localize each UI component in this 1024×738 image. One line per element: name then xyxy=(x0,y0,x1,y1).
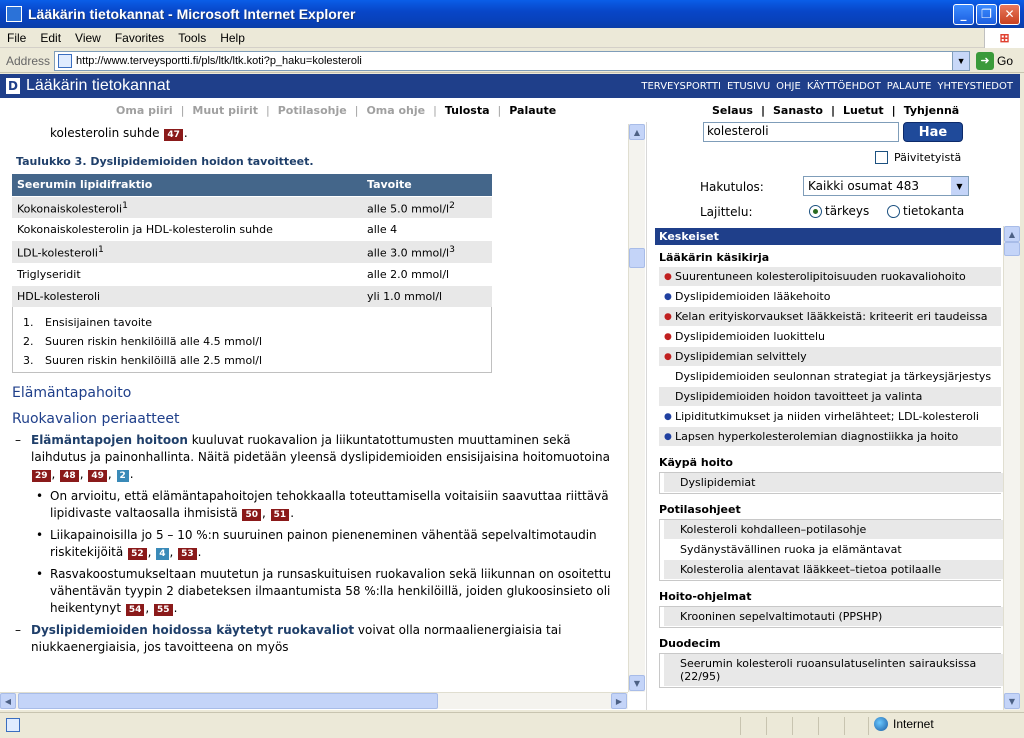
result-link[interactable]: Sydänystävällinen ruoka ja elämäntavat xyxy=(680,543,902,556)
lead-text: kolesterolin suhde xyxy=(50,126,160,140)
table-row xyxy=(12,219,492,241)
reference-badge[interactable]: 52 xyxy=(128,548,147,560)
scroll-thumb[interactable] xyxy=(629,248,645,268)
note-text: Ensisijainen tavoite xyxy=(45,316,152,330)
blue-bullet-icon: ● xyxy=(664,412,672,422)
subsection-title: Ruokavalion periaatteet xyxy=(12,411,180,428)
footnote-marker: 2 xyxy=(449,199,455,211)
result-link[interactable]: Kolesterolia alentavat lääkkeet–tietoa potilaalle xyxy=(680,563,942,576)
duodecim-logo: D xyxy=(6,78,20,94)
red-bullet-icon: ● xyxy=(664,332,672,342)
result-item[interactable] xyxy=(664,607,1006,627)
note-number: 2. xyxy=(23,335,34,349)
results-select-value: Kaikki osumat 483 xyxy=(808,179,920,193)
result-link[interactable]: Lipiditutkimukset ja niiden virhelähteet; LDL-kolesteroli xyxy=(675,410,979,423)
article-vertical-scrollbar[interactable] xyxy=(628,124,645,692)
reference-badge[interactable]: 51 xyxy=(271,509,290,521)
page-icon xyxy=(58,54,72,68)
paragraph xyxy=(12,622,622,656)
note-text: Suuren riskin henkilöillä alle 4.5 mmol/l xyxy=(45,335,263,349)
window-title-bar[interactable] xyxy=(0,0,1024,28)
cell-text: alle 2.0 mmol/l xyxy=(367,267,450,281)
toolbar-link[interactable]: Luetut xyxy=(843,103,884,117)
result-item[interactable] xyxy=(659,407,1001,427)
paragraph-text: kuuluvat ruokavalion ja liikuntatottumusten muuttaminen sekä laihdutus ja painonhallinta. Näitä pidetään yleensä dyslipidemioiden ensisijaisina hoitomuotoina xyxy=(31,433,610,465)
results-vertical-scrollbar[interactable] xyxy=(1003,226,1020,710)
cell-text: Kokonaiskolesteroli xyxy=(17,202,123,216)
scroll-up-button[interactable]: ▲ xyxy=(1004,226,1020,242)
result-link[interactable]: Krooninen sepelvaltimotauti (PPSHP) xyxy=(680,610,883,623)
window-title: Lääkärin tietokannat - Microsoft Internet Explorer xyxy=(28,6,356,22)
toolbar-link[interactable]: Oma piiri xyxy=(116,103,173,117)
result-link[interactable]: Dyslipidemian selvittely xyxy=(675,350,807,363)
result-link[interactable]: Dyslipidemioiden lääkehoito xyxy=(675,290,831,303)
result-item[interactable] xyxy=(664,520,1006,540)
radio-label: tietokanta xyxy=(903,204,965,218)
table-cell xyxy=(12,285,362,307)
toolbar-link[interactable]: Sanasto xyxy=(773,103,823,117)
radio-button[interactable] xyxy=(809,205,822,218)
reference-badge[interactable]: 53 xyxy=(178,548,197,560)
column-header: Seerumin lipidifraktio xyxy=(12,174,362,196)
windows-logo-icon: ⊞ xyxy=(984,28,1024,48)
search-button[interactable]: Hae xyxy=(903,122,963,142)
result-link[interactable]: Kelan erityiskorvaukset lääkkeistä: kriteerit eri taudeissa xyxy=(675,310,988,323)
toolbar-separator: | xyxy=(433,103,437,117)
table-cell xyxy=(12,219,362,241)
result-item[interactable] xyxy=(664,473,1006,493)
sub-toolbar xyxy=(0,98,1020,122)
keyword: Elämäntapojen hoitoon xyxy=(31,433,188,448)
result-group-title: Potilasohjeet xyxy=(659,503,741,516)
toolbar-link[interactable]: Potilasohje xyxy=(277,103,347,117)
red-bullet-icon: ● xyxy=(664,272,672,282)
toolbar-link[interactable]: Tulosta xyxy=(444,103,490,117)
result-group-title: Hoito-ohjelmat xyxy=(659,590,752,603)
cell-text: alle 4 xyxy=(367,223,398,237)
result-item[interactable] xyxy=(659,307,1001,327)
toolbar-link[interactable]: Muut piirit xyxy=(192,103,258,117)
reference-badge[interactable]: 49 xyxy=(88,470,107,482)
table-notes xyxy=(12,307,492,373)
result-item[interactable] xyxy=(659,347,1001,367)
cell-text: yli 1.0 mmol/l xyxy=(367,290,443,304)
nav-kayttoehdot[interactable]: KÄYTTÖEHDOT xyxy=(806,80,881,92)
result-link[interactable]: Dyslipidemiat xyxy=(680,476,756,489)
toolbar-link[interactable]: Palaute xyxy=(509,103,557,117)
minimize-button[interactable]: _ xyxy=(953,4,974,25)
reference-badge[interactable]: 54 xyxy=(126,604,145,616)
bullet-item: • Liikapainoisilla jo 5 – 10 %:n suuruinen painon pieneneminen vähentää sepelvaltimotaudin riskitekijöitä 52 , 4 , 53 . xyxy=(12,527,622,561)
address-url[interactable]: http://www.terveysportti.fi/pls/ltk/ltk.koti?p_haku=kolesteroli xyxy=(76,54,362,67)
radio-button[interactable] xyxy=(887,205,900,218)
security-zone xyxy=(874,717,934,731)
search-toolbar xyxy=(708,104,963,117)
article-frame xyxy=(0,122,646,710)
address-label: Address xyxy=(6,53,51,68)
result-group-title: Lääkärin käsikirja xyxy=(659,251,770,264)
menu-file[interactable]: File xyxy=(7,30,27,45)
table-caption: Taulukko 3. Dyslipidemioiden hoidon tavoitteet. xyxy=(16,155,314,168)
result-link[interactable]: Dyslipidemioiden seulonnan strategiat ja tärkeysjärjestys xyxy=(675,370,992,383)
goals-table xyxy=(12,174,492,307)
go-label: Go xyxy=(997,53,1014,68)
cell-text: Kokonaiskolesterolin ja HDL-kolesterolin suhde xyxy=(17,223,273,237)
toolbar-separator: | xyxy=(497,103,502,117)
toolbar-separator: | xyxy=(354,103,359,117)
maximize-button[interactable]: ❐ xyxy=(976,4,997,25)
cell-text: LDL-kolesteroli xyxy=(17,246,98,260)
result-link[interactable]: Seerumin kolesteroli ruoansulatuselinten sairauksissa (22/95) xyxy=(680,657,977,683)
table-row xyxy=(12,196,492,219)
table-header-row xyxy=(12,174,492,196)
red-bullet-icon: ● xyxy=(664,312,672,322)
menu-help[interactable]: Help xyxy=(220,30,245,45)
toolbar-link[interactable]: Tyhjennä xyxy=(903,103,960,117)
result-item[interactable] xyxy=(659,327,1001,347)
cell-text: Triglyseridit xyxy=(17,267,81,281)
article-content xyxy=(12,122,622,656)
article-horizontal-scrollbar[interactable] xyxy=(0,692,628,709)
result-item[interactable] xyxy=(659,427,1001,447)
footnote-marker: 3 xyxy=(449,244,455,256)
bullet-text: Liikapainoisilla jo 5 – 10 %:n suuruinen painon pieneneminen vähentää sepelvaltimotaudin riskitekijöitä xyxy=(50,528,597,560)
result-link[interactable]: Dyslipidemioiden hoidon tavoitteet ja valinta xyxy=(675,390,923,403)
result-link[interactable]: Suurentuneen kolesterolipitoisuuden ruokavaliohoito xyxy=(675,270,966,283)
result-group-title: Duodecim xyxy=(659,637,721,650)
result-item[interactable] xyxy=(659,267,1001,287)
nav-palaute[interactable]: PALAUTE xyxy=(886,80,932,92)
note-text: Suuren riskin henkilöillä alle 2.5 mmol/l xyxy=(45,354,263,368)
go-arrow-icon: ➜ xyxy=(976,52,994,70)
footnote-marker: 1 xyxy=(122,199,128,211)
footnote-marker: 1 xyxy=(97,244,104,256)
menu-view[interactable]: View xyxy=(75,30,101,45)
scroll-left-button[interactable]: ◀ xyxy=(0,693,16,709)
table-row xyxy=(12,263,492,285)
page-icon xyxy=(6,718,20,732)
keyword: Dyslipidemioiden hoidossa käytetyt ruokavaliot xyxy=(31,623,355,638)
go-button[interactable] xyxy=(976,52,1013,70)
result-link[interactable]: Lapsen hyperkolesterolemian diagnostiikka ja hoito xyxy=(675,430,959,443)
note-item xyxy=(13,313,491,332)
chevron-down-icon[interactable]: ▼ xyxy=(951,177,968,195)
nav-etusivu[interactable]: ETUSIVU xyxy=(726,80,771,92)
site-title: Lääkärin tietokannat xyxy=(26,77,171,94)
toolbar-separator: | xyxy=(891,103,896,117)
menu-favorites[interactable]: Favorites xyxy=(114,30,165,45)
ie-icon xyxy=(6,6,22,22)
result-group-box xyxy=(659,606,1001,628)
table-cell xyxy=(362,263,492,285)
menu-tools[interactable]: Tools xyxy=(178,30,207,45)
result-group-box xyxy=(659,472,1001,494)
sort-label: Lajittelu: xyxy=(700,205,753,219)
cell-text: alle 3.0 mmol/l xyxy=(367,246,450,260)
result-item[interactable] xyxy=(659,287,1001,307)
search-input[interactable]: kolesteroli xyxy=(703,122,899,142)
table-cell xyxy=(12,263,362,285)
radio-label: tärkeys xyxy=(825,204,870,218)
address-dropdown-icon[interactable]: ▼ xyxy=(952,52,969,70)
bullet-text: Rasvakoostumukseltaan muutetun ja runsaskuituisen ruokavalion sekä liikunnan on osoitettu vähentävän tyypin 2 diabeteksen ilmaantumista 58 %:lla henkilöillä, joiden glukoosinsieto oli heikentynyt xyxy=(50,567,612,616)
result-item[interactable] xyxy=(664,540,1006,560)
checkbox-label: Päivitetyistä xyxy=(894,151,962,164)
scroll-up-button[interactable]: ▲ xyxy=(629,124,645,140)
table-cell xyxy=(362,241,492,264)
sort-radio-database[interactable] xyxy=(887,204,964,218)
nav-terveysportti[interactable]: TERVEYSPORTTI xyxy=(641,80,721,92)
cell-text: alle 5.0 mmol/l xyxy=(367,202,450,216)
column-header: Tavoite xyxy=(362,174,492,196)
menu-bar xyxy=(0,28,1024,48)
toolbar-separator: | xyxy=(760,103,765,117)
checkbox-box[interactable] xyxy=(875,151,888,164)
result-item[interactable] xyxy=(664,654,1006,687)
table-row xyxy=(12,241,492,264)
reference-badge[interactable]: 48 xyxy=(60,470,79,482)
article-toolbar xyxy=(112,104,560,117)
reference-badge[interactable]: 2 xyxy=(117,470,129,482)
site-header xyxy=(0,74,1020,98)
result-item[interactable] xyxy=(659,387,1001,407)
toolbar-link[interactable]: Oma ohje xyxy=(366,103,426,117)
result-item[interactable] xyxy=(664,560,1006,580)
scroll-thumb[interactable] xyxy=(1004,242,1020,256)
reference-badge[interactable]: 55 xyxy=(154,604,173,616)
scroll-thumb[interactable] xyxy=(18,693,438,709)
status-bar xyxy=(0,712,1024,738)
note-item xyxy=(13,332,491,351)
results-header: Keskeiset xyxy=(655,228,1001,245)
zone-label: Internet xyxy=(893,717,934,731)
reference-badge[interactable]: 47 xyxy=(164,129,183,141)
reference-badge[interactable]: 50 xyxy=(242,509,261,521)
result-link[interactable]: Dyslipidemioiden luokittelu xyxy=(675,330,825,343)
reference-badge[interactable]: 4 xyxy=(156,548,168,560)
globe-icon xyxy=(874,717,888,731)
results-label: Hakutulos: xyxy=(700,180,764,194)
toolbar-separator: | xyxy=(830,103,835,117)
reference-badge[interactable]: 29 xyxy=(32,470,51,482)
scroll-down-button[interactable]: ▼ xyxy=(629,675,645,691)
search-frame xyxy=(646,122,1020,710)
note-number: 3. xyxy=(23,354,34,368)
red-bullet-icon: ● xyxy=(664,352,672,362)
bullet-item: • Rasvakoostumukseltaan muutetun ja runsaskuituisen ruokavalion sekä liikunnan on osoitettu vähentävän tyypin 2 diabeteksen ilmaantumista 58 %:lla henkilöillä, joiden glukoosinsieto oli heikentynyt 54 , 55 . xyxy=(12,566,622,617)
paragraph: – Elämäntapojen hoitoon kuuluvat ruokavalion ja liikuntatottumusten muuttaminen sekä laihdutus ja painonhallinta. Näitä pidetään yleensä dyslipidemioiden ensisijaisina hoitomuotoina 29 , 48 , 49 , 2 . xyxy=(12,432,622,483)
table-cell xyxy=(12,196,362,219)
lead-line: kolesterolin suhde 47 . xyxy=(50,126,188,140)
paragraph-text: voivat olla normaalienergiaisia tai niukkaenergiaisia, jos tavoitteena on myös xyxy=(31,623,562,655)
toolbar-separator: | xyxy=(265,103,270,117)
results-select[interactable] xyxy=(803,176,969,196)
site-nav xyxy=(638,81,1016,92)
result-link[interactable]: Kolesteroli kohdalleen–potilasohje xyxy=(680,523,867,536)
note-item xyxy=(13,351,491,370)
updated-only-checkbox[interactable] xyxy=(875,151,961,164)
close-button[interactable]: ✕ xyxy=(999,4,1020,25)
bullet-text: On arvioitu, että elämäntapahoitojen tehokkaalla toteuttamisella voitaisiin saavuttaa riittävä lipidivaste valtaosalla ihmisistä xyxy=(50,489,609,521)
result-group-box xyxy=(659,519,1001,581)
blue-bullet-icon: ● xyxy=(664,292,672,302)
nav-ohje[interactable]: OHJE xyxy=(776,80,801,92)
sort-radio-importance[interactable] xyxy=(809,204,869,218)
scroll-down-button[interactable]: ▼ xyxy=(1004,693,1020,709)
table-cell xyxy=(12,241,362,264)
result-group-box xyxy=(659,653,1001,688)
results-list xyxy=(655,248,1001,688)
scroll-right-button[interactable]: ▶ xyxy=(611,693,627,709)
table-cell xyxy=(362,219,492,241)
result-group-title: Käypä hoito xyxy=(659,456,733,469)
nav-yhteystiedot[interactable]: YHTEYSTIEDOT xyxy=(937,80,1013,92)
table-cell xyxy=(362,196,492,219)
blue-bullet-icon: ● xyxy=(664,432,672,442)
table-cell xyxy=(362,285,492,307)
address-bar xyxy=(0,49,1024,73)
toolbar-link[interactable]: Selaus xyxy=(712,103,753,117)
address-field[interactable] xyxy=(54,51,970,71)
result-item[interactable] xyxy=(659,367,1001,387)
bullet-item: • On arvioitu, että elämäntapahoitojen tehokkaalla toteuttamisella voitaisiin saavuttaa riittävä lipidivaste valtaosalla ihmisistä 50 , 51 . xyxy=(12,488,622,522)
note-number: 1. xyxy=(23,316,34,330)
cell-text: HDL-kolesteroli xyxy=(17,290,101,304)
table-row xyxy=(12,285,492,307)
section-title: Elämäntapahoito xyxy=(12,385,132,402)
toolbar-separator: | xyxy=(180,103,185,117)
menu-edit[interactable]: Edit xyxy=(40,30,62,45)
